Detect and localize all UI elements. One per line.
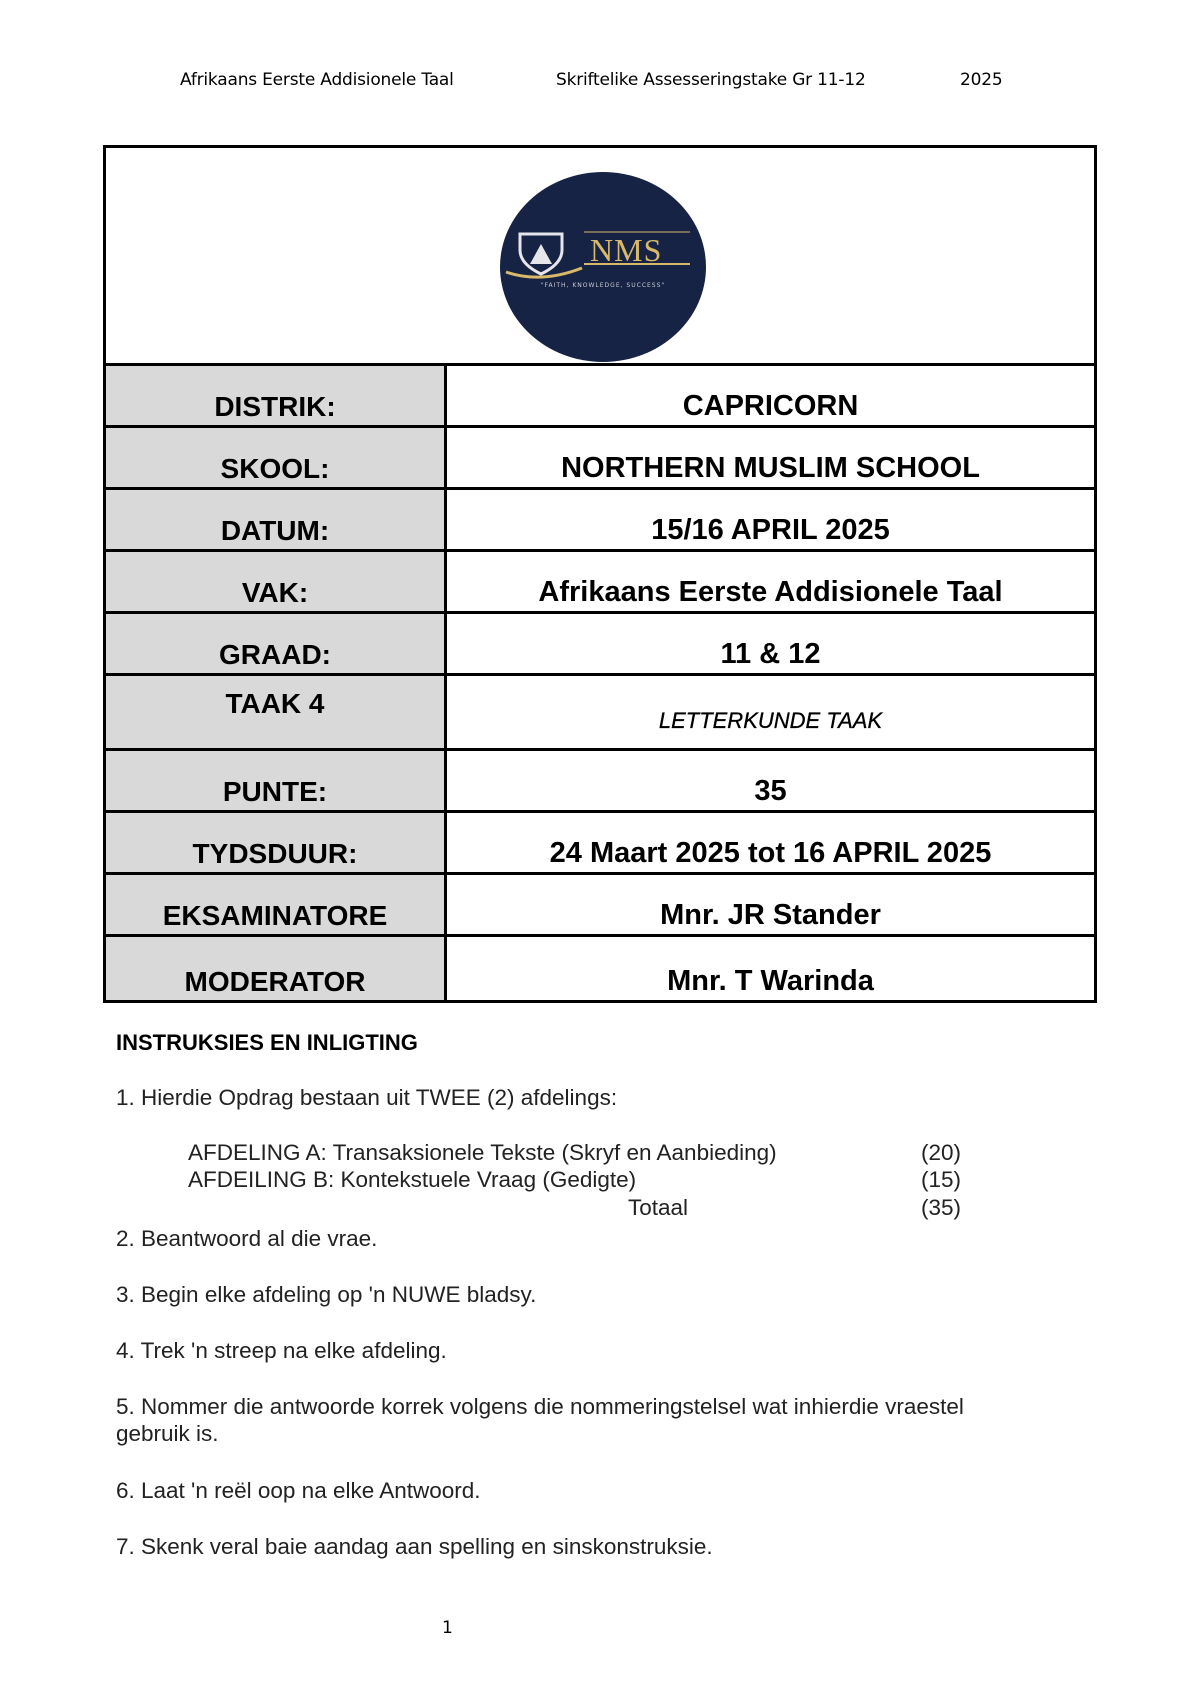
instruction-6: 6. Laat 'n reël oop na elke Antwoord. [116, 1478, 481, 1503]
label-vak: VAK: [106, 552, 447, 611]
cover-table [103, 145, 1097, 1003]
logo-motto: "FAITH, KNOWLEDGE, SUCCESS" [540, 282, 666, 289]
row-vak [106, 552, 1094, 614]
header-subject: Afrikaans Eerste Addisionele Taal [180, 70, 454, 90]
logo-row [106, 148, 1094, 366]
logo-text: NMS [590, 232, 663, 268]
value-vak: Afrikaans Eerste Addisionele Taal [538, 576, 1003, 608]
instructions-title: INSTRUKSIES EN INLIGTING [116, 1030, 418, 1055]
row-moderator [106, 937, 1094, 1000]
instruction-5-cont: gebruik is. [116, 1421, 219, 1446]
section-b-label: AFDEILING B: Kontekstuele Vraag (Gedigte) [188, 1167, 637, 1192]
row-punte [106, 751, 1094, 813]
row-distrik [106, 366, 1094, 428]
total-label: Totaal [628, 1195, 689, 1220]
header-year: 2025 [960, 70, 1003, 90]
row-skool [106, 428, 1094, 490]
value-moderator: Mnr. T Warinda [667, 965, 874, 997]
label-punte: PUNTE: [106, 751, 447, 810]
row-taak [106, 676, 1094, 751]
value-skool: NORTHERN MUSLIM SCHOOL [561, 452, 980, 484]
row-eksaminatore [106, 875, 1094, 937]
label-distrik: DISTRIK: [106, 366, 447, 425]
value-tydsduur: 24 Maart 2025 tot 16 APRIL 2025 [549, 837, 992, 869]
value-datum: 15/16 APRIL 2025 [651, 514, 890, 546]
value-punte: 35 [754, 775, 787, 807]
label-moderator: MODERATOR [106, 937, 447, 1000]
label-datum: DATUM: [106, 490, 447, 549]
section-b-marks: (15) [921, 1167, 962, 1192]
section-a-label: AFDELING A: Transaksionele Tekste (Skryf en Aanbieding) [188, 1140, 777, 1165]
header-title: Skriftelike Assesseringstake Gr 11-12 [556, 70, 866, 90]
instruction-7: 7. Skenk veral baie aandag aan spelling en sinskonstruksie. [116, 1534, 713, 1559]
value-distrik: CAPRICORN [682, 390, 859, 422]
label-skool: SKOOL: [106, 428, 447, 487]
row-datum [106, 490, 1094, 552]
label-tydsduur: TYDSDUUR: [106, 813, 447, 872]
school-logo [500, 172, 706, 362]
value-graad: 11 & 12 [720, 638, 821, 670]
instruction-3: 3. Begin elke afdeling op 'n NUWE bladsy. [116, 1282, 537, 1307]
label-taak: TAAK 4 [106, 676, 447, 748]
label-graad: GRAAD: [106, 614, 447, 673]
label-eksaminatore: EKSAMINATORE [106, 875, 447, 934]
instruction-1: 1. Hierdie Opdrag bestaan uit TWEE (2) afdelings: [116, 1085, 618, 1110]
instruction-4: 4. Trek 'n streep na elke afdeling. [116, 1338, 447, 1363]
section-a-marks: (20) [921, 1140, 962, 1165]
row-graad [106, 614, 1094, 676]
instruction-5: 5. Nommer die antwoorde korrek volgens die nommeringstelsel wat inhierdie vraestel [116, 1394, 964, 1419]
total-marks: (35) [921, 1195, 962, 1220]
value-eksaminatore: Mnr. JR Stander [660, 899, 881, 931]
instruction-2: 2. Beantwoord al die vrae. [116, 1226, 378, 1251]
value-taak: LETTERKUNDE TAAK [658, 708, 883, 733]
row-tydsduur [106, 813, 1094, 875]
page-number: 1 [442, 1618, 453, 1638]
